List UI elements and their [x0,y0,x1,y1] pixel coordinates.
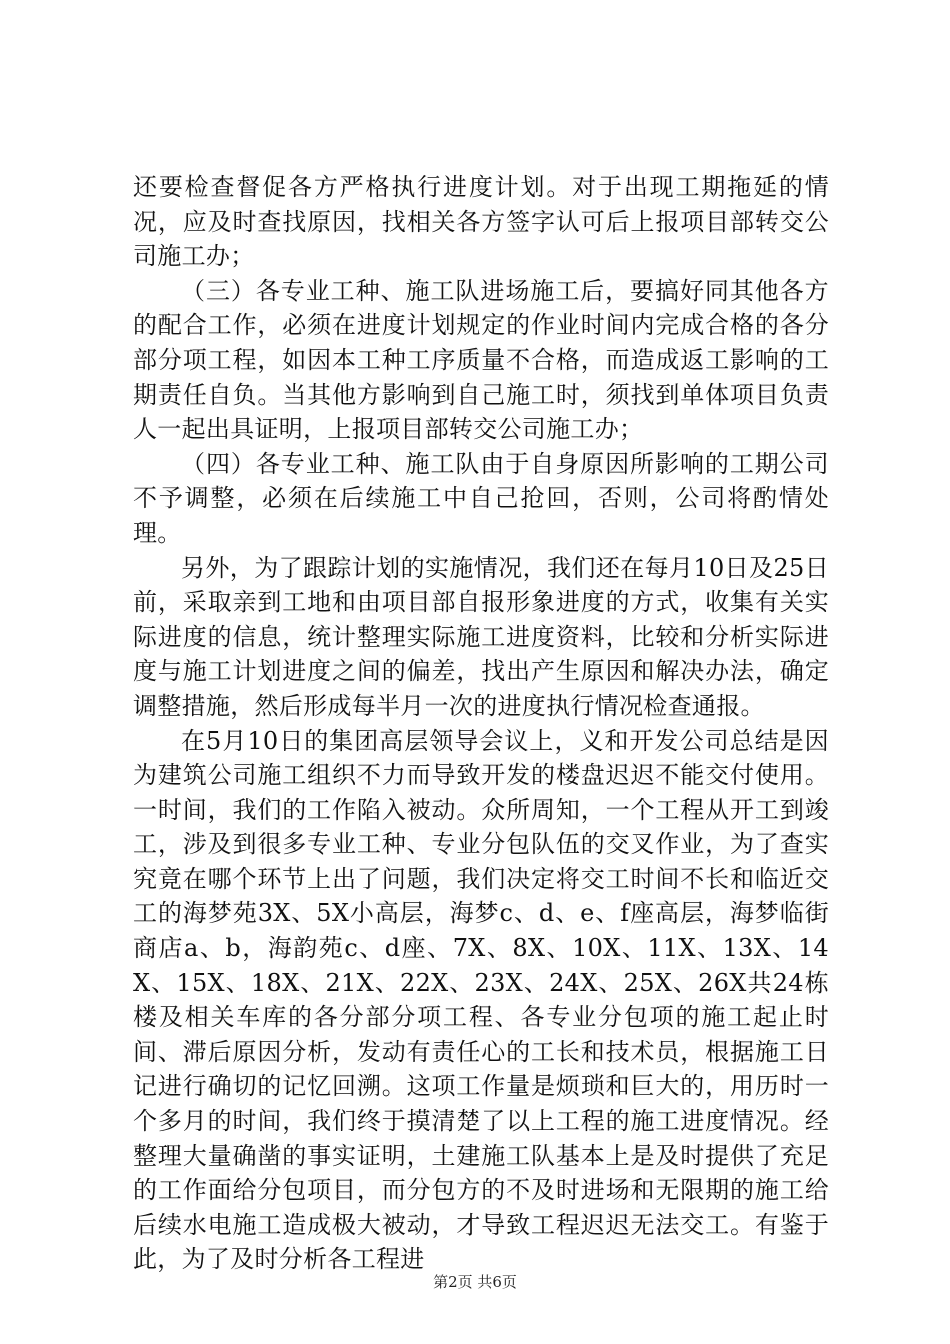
paragraph-continued: 还要检查督促各方严格执行进度计划。对于出现工期拖延的情况，应及时查找原因，找相关各方签字认可后上报项目部转交公司施工办； [133,173,829,271]
page-footer: 第2页 共6页 [433,1273,517,1291]
paragraph-item-four: （四）各专业工种、施工队由于自身原因所影响的工期公司不予调整，必须在后续施工中自己抢回，否则，公司将酌情处理。 [133,449,829,547]
paragraph-progress-tracking: 另外，为了跟踪计划的实施情况，我们还在每月10日及25日前，采取亲到工地和由项目部自报形象进度的方式，收集有关实际进度的信息，统计整理实际施工进度资料，比较和分析实际进度与施工计划进度之间的偏差，找出产生原因和解决办法，确定调整措施，然后形成每半月一次的进度执行情况检查通报。 [133,553,829,720]
paragraph-meeting-analysis: 在5月10日的集团高层领导会议上，义和开发公司总结是因为建筑公司施工组织不力而导致开发的楼盘迟迟不能交付使用。一时间，我们的工作陷入被动。众所周知，一个工程从开工到竣工，涉及到很多专业工种、专业分包队伍的交叉作业，为了查实究竟在哪个环节上出了问题，我们决定将交工时间不长和临近交工的海梦苑3X、5X小高层，海梦c、d、e、f座高层，海梦临街商店a、b，海韵苑c、d座、7X、8X、10X、11X、13X、14X、15X、18X、21X、22X、23X、24X、25X、26X共24栋楼及相关车库的各分部分项工程、各专业分包项的施工起止时间、滞后原因分析，发动有责任心的工长和技术员，根据施工日记进行确切的记忆回溯。这项工作量是烦琐和巨大的，用历时一个多月的时间，我们终于摸清楚了以上工程的施工进度情况。经整理大量确凿的事实证明，土建施工队基本上是及时提供了充足的工作面给分包项目，而分包方的不及时进场和无限期的施工给后续水电施工造成极大被动，才导致工程迟迟无法交工。有鉴于此，为了及时分析各工程进 [133,726,829,1274]
document-body [133,170,829,1277]
paragraph-item-three: （三）各专业工种、施工队进场施工后，要搞好同其他各方的配合工作，必须在进度计划规定的作业时间内完成合格的各分部分项工程，如因本工种工序质量不合格，而造成返工影响的工期责任自负。当其他方影响到自己施工时，须找到单体项目负责人一起出具证明，上报项目部转交公司施工办； [133,276,829,444]
